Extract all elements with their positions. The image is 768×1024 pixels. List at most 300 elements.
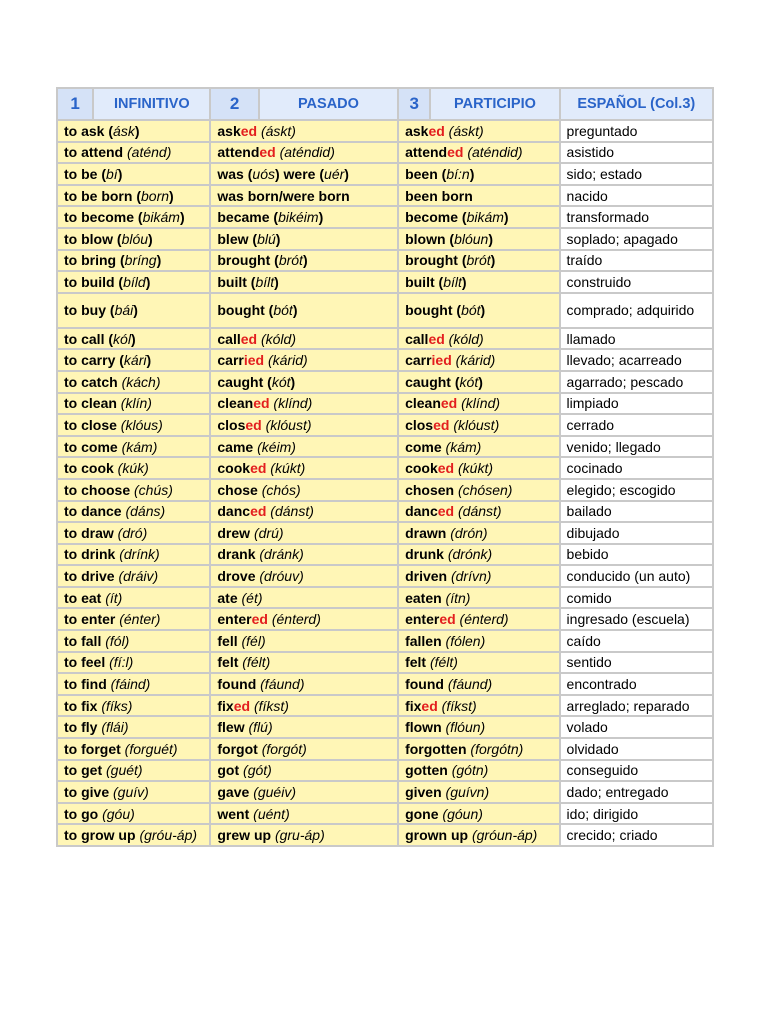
- verb-text: ): [290, 373, 296, 390]
- ending-highlight: ed: [240, 330, 258, 347]
- verb-text: (: [434, 273, 444, 290]
- pronunciation: (góun): [442, 805, 483, 822]
- verb-text: came: [217, 438, 254, 455]
- spanish-cell: sentido: [561, 653, 712, 673]
- pronunciation: kót: [459, 373, 479, 390]
- pronunciation: bílt: [443, 273, 462, 290]
- past-cell: [211, 804, 397, 824]
- pronunciation: (chús): [134, 481, 173, 498]
- ending-highlight: ed: [433, 416, 450, 433]
- past-cell: [211, 350, 397, 370]
- pronunciation: (dánst): [458, 503, 502, 520]
- verb-text: given: [405, 784, 442, 801]
- verb-text: ): [274, 165, 284, 182]
- verb-row: [58, 825, 712, 845]
- pronunciation: (guívn): [445, 784, 490, 801]
- pronunciation: (áskt): [260, 122, 296, 139]
- verb-text: call: [405, 330, 429, 347]
- verb-text: to drive: [64, 568, 115, 585]
- infinitive-cell: [58, 739, 209, 759]
- pronunciation: (félt): [242, 654, 271, 671]
- pronunciation: (klóust): [265, 416, 312, 433]
- pronunciation: (flái): [101, 719, 129, 736]
- col2-number: 2: [211, 89, 257, 119]
- pronunciation: (ét): [241, 589, 263, 606]
- past-cell: [211, 437, 397, 457]
- pronunciation: (drínk): [119, 546, 160, 563]
- pronunciation: (fíkst): [253, 697, 289, 714]
- verb-row: [58, 609, 712, 629]
- infinitive-cell: [58, 545, 209, 565]
- verb-text: to call: [64, 330, 105, 347]
- pronunciation: bikéim: [278, 209, 319, 226]
- ending-highlight: ed: [240, 122, 258, 139]
- spanish-cell: encontrado: [561, 674, 712, 694]
- participio-header: PARTICIPIO: [431, 89, 558, 119]
- pasado-header: PASADO: [260, 89, 397, 119]
- past-cell: [211, 761, 397, 781]
- verb-text: attend: [405, 144, 448, 161]
- verb-row: [58, 294, 712, 327]
- participle-cell: [399, 782, 558, 802]
- verb-row: [58, 545, 712, 565]
- past-cell: [211, 372, 397, 392]
- pronunciation: kári: [123, 352, 147, 369]
- pronunciation: bí:n: [446, 165, 470, 182]
- verb-text: (: [457, 252, 467, 269]
- verb-text: felt: [217, 654, 239, 671]
- verb-text: danc: [405, 503, 438, 520]
- past-cell: [211, 207, 397, 227]
- ending-highlight: ed: [447, 144, 464, 161]
- spanish-cell: traído: [561, 251, 712, 271]
- pronunciation: born: [141, 187, 170, 204]
- participle-cell: [399, 164, 558, 184]
- pronunciation: (flóun): [445, 719, 486, 736]
- verb-text: ask: [217, 122, 241, 139]
- verb-text: forgot: [217, 740, 258, 757]
- infinitive-cell: [58, 717, 209, 737]
- pronunciation: (kám): [121, 438, 158, 455]
- spanish-cell: conducido (un auto): [561, 566, 712, 586]
- verb-text: to buy: [64, 302, 106, 319]
- ending-highlight: ed: [253, 395, 270, 412]
- past-cell: [211, 143, 397, 163]
- pronunciation: (forguét): [124, 740, 178, 757]
- infinitive-cell: [58, 674, 209, 694]
- verb-text: to enter: [64, 611, 116, 628]
- participle-cell: [399, 294, 558, 327]
- past-cell: [211, 394, 397, 414]
- verb-text: to cook: [64, 460, 114, 477]
- pronunciation: (dróuv): [259, 568, 304, 585]
- verb-text: to fall: [64, 632, 102, 649]
- ending-highlight: ed: [439, 611, 456, 628]
- verb-row: [58, 186, 712, 206]
- pronunciation: (chósen): [457, 481, 513, 498]
- pronunciation: (chós): [261, 481, 301, 498]
- verb-text: (: [243, 165, 253, 182]
- infinitive-cell: [58, 372, 209, 392]
- verb-text: gone: [405, 805, 439, 822]
- verb-text: ): [318, 209, 324, 226]
- pronunciation: bríng: [124, 252, 157, 269]
- verb-text: (: [248, 230, 258, 247]
- verb-text: to eat: [64, 589, 102, 606]
- verb-text: to find: [64, 676, 107, 693]
- participle-cell: [399, 825, 558, 845]
- participle-cell: [399, 761, 558, 781]
- verb-text: chosen: [405, 481, 455, 498]
- ending-highlight: ed: [251, 611, 268, 628]
- pronunciation: blóun: [454, 230, 489, 247]
- pronunciation: (uént): [253, 805, 290, 822]
- verb-text: ): [179, 209, 185, 226]
- verb-row: [58, 761, 712, 781]
- pronunciation: (góu): [102, 805, 135, 822]
- pronunciation: uér: [324, 165, 345, 182]
- verb-row: [58, 251, 712, 271]
- verb-text: enter: [217, 611, 252, 628]
- infinitive-cell: [58, 761, 209, 781]
- verb-text: been: [405, 165, 438, 182]
- verb-text: been born: [405, 187, 473, 204]
- verb-text: blown: [405, 230, 446, 247]
- verb-row: [58, 229, 712, 249]
- verb-row: [58, 653, 712, 673]
- verb-text: ): [146, 352, 152, 369]
- pronunciation: (dánst): [270, 503, 314, 520]
- verb-text: bought: [405, 302, 453, 319]
- pronunciation: blóu: [121, 230, 149, 247]
- pronunciation: (kárid): [267, 352, 308, 369]
- verb-text: ate: [217, 589, 238, 606]
- participle-cell: [399, 653, 558, 673]
- verb-text: gotten: [405, 762, 448, 779]
- pronunciation: bíld: [123, 273, 146, 290]
- pronunciation: (aténd): [127, 144, 172, 161]
- verb-text: built: [217, 273, 247, 290]
- spanish-cell: nacido: [561, 186, 712, 206]
- spanish-cell: elegido; escogido: [561, 480, 712, 500]
- pronunciation: bikám: [466, 209, 504, 226]
- past-cell: [211, 717, 397, 737]
- spanish-cell: asistido: [561, 143, 712, 163]
- pronunciation: (gótn): [451, 762, 489, 779]
- participle-cell: [399, 143, 558, 163]
- participle-cell: [399, 674, 558, 694]
- participle-cell: [399, 458, 558, 478]
- spanish-cell: cerrado: [561, 415, 712, 435]
- pronunciation: (ítn): [445, 589, 471, 606]
- infinitive-cell: [58, 609, 209, 629]
- participle-cell: [399, 272, 558, 292]
- participle-cell: [399, 523, 558, 543]
- verb-text: to forget: [64, 740, 121, 757]
- verb-text: (: [134, 209, 143, 226]
- participle-cell: [399, 588, 558, 608]
- participle-cell: [399, 609, 558, 629]
- pronunciation: (klínd): [273, 395, 313, 412]
- verb-text: ): [503, 209, 509, 226]
- past-cell: [211, 272, 397, 292]
- past-cell: [211, 523, 397, 543]
- pronunciation: (drón): [450, 524, 488, 541]
- pronunciation: (klóust): [453, 416, 500, 433]
- verb-text: brought: [405, 252, 458, 269]
- verb-text: ): [488, 230, 494, 247]
- spanish-cell: conseguido: [561, 761, 712, 781]
- ending-highlight: ed: [437, 460, 455, 477]
- verb-text: got: [217, 762, 240, 779]
- infinitivo-header: INFINITIVO: [94, 89, 209, 119]
- participle-cell: [399, 121, 558, 141]
- pronunciation: (dró): [117, 524, 148, 541]
- verb-text: found: [217, 676, 257, 693]
- verb-text: (: [106, 302, 115, 319]
- pronunciation: (fíkst): [441, 697, 477, 714]
- participle-cell: [399, 717, 558, 737]
- participle-cell: [399, 437, 558, 457]
- spanish-cell: comprado; adquirido: [561, 294, 712, 327]
- verb-text: to go: [64, 805, 99, 822]
- verb-text: (: [269, 209, 279, 226]
- past-cell: [211, 164, 397, 184]
- pronunciation: (klín): [120, 395, 152, 412]
- ending-highlight: ed: [421, 697, 438, 714]
- pronunciation: (fáind): [110, 676, 151, 693]
- pronunciation: (kúk): [117, 460, 149, 477]
- past-cell: [211, 631, 397, 651]
- participle-cell: [399, 186, 558, 206]
- verb-text: caught: [217, 373, 264, 390]
- verb-text: to attend: [64, 144, 124, 161]
- col3-number: 3: [399, 89, 429, 119]
- pronunciation: bikám: [142, 209, 180, 226]
- verb-text: (: [445, 230, 455, 247]
- past-cell: [211, 739, 397, 759]
- pronunciation: (drónk): [447, 546, 493, 563]
- verb-text: (: [246, 273, 256, 290]
- participle-cell: [399, 804, 558, 824]
- participle-cell: [399, 394, 558, 414]
- pronunciation: kól: [113, 330, 131, 347]
- participle-cell: [399, 739, 558, 759]
- spanish-cell: bebido: [561, 545, 712, 565]
- verb-text: (: [116, 252, 125, 269]
- verb-text: ): [292, 302, 298, 319]
- verb-text: ): [344, 165, 349, 182]
- pronunciation: (énterd): [271, 611, 321, 628]
- spanish-cell: llevado; acarreado: [561, 350, 712, 370]
- spanish-cell: dibujado: [561, 523, 712, 543]
- verb-row: [58, 458, 712, 478]
- verb-text: to be: [64, 165, 98, 182]
- verb-text: fix: [405, 697, 422, 714]
- verb-row: [58, 437, 712, 457]
- verb-text: (: [437, 165, 447, 182]
- verb-text: to give: [64, 784, 110, 801]
- verb-text: attend: [217, 144, 260, 161]
- verb-text: carr: [405, 352, 432, 369]
- spanish-cell: crecido; criado: [561, 825, 712, 845]
- participle-cell: [399, 372, 558, 392]
- ending-highlight: ied: [431, 352, 452, 369]
- spanish-cell: sido; estado: [561, 164, 712, 184]
- pronunciation: (fól): [105, 632, 130, 649]
- verb-text: gave: [217, 784, 250, 801]
- spanish-cell: caído: [561, 631, 712, 651]
- ending-highlight: ed: [437, 503, 455, 520]
- infinitive-cell: [58, 458, 209, 478]
- verb-text: (: [315, 165, 325, 182]
- verb-text: (: [104, 122, 114, 139]
- verb-row: [58, 350, 712, 370]
- past-cell: [211, 415, 397, 435]
- verb-text: blew: [217, 230, 249, 247]
- verb-row: [58, 566, 712, 586]
- verb-text: found: [405, 676, 444, 693]
- pronunciation: (forgót): [261, 740, 307, 757]
- verb-text: fell: [217, 632, 238, 649]
- infinitive-cell: [58, 415, 209, 435]
- pronunciation: (áskt): [448, 122, 484, 139]
- verb-text: flew: [217, 719, 245, 736]
- verb-text: ): [148, 230, 153, 247]
- verb-text: felt: [405, 654, 427, 671]
- verb-row: [58, 164, 712, 184]
- verb-text: were: [283, 165, 316, 182]
- spanish-cell: llamado: [561, 329, 712, 349]
- pronunciation: (klóus): [120, 416, 163, 433]
- verb-text: to bring: [64, 252, 117, 269]
- participle-cell: [399, 480, 558, 500]
- verb-row: [58, 121, 712, 141]
- infinitive-cell: [58, 294, 209, 327]
- verb-text: to catch: [64, 373, 118, 390]
- ending-highlight: ied: [243, 352, 265, 369]
- past-cell: [211, 674, 397, 694]
- past-cell: [211, 782, 397, 802]
- spanish-cell: transformado: [561, 207, 712, 227]
- verb-text: clean: [405, 395, 441, 412]
- infinitive-cell: [58, 631, 209, 651]
- verb-text: cook: [217, 460, 251, 477]
- verb-text: driven: [405, 568, 448, 585]
- ending-highlight: ed: [233, 697, 251, 714]
- verb-text: (: [132, 187, 141, 204]
- verb-text: drew: [217, 524, 251, 541]
- verb-text: was born/were born: [217, 187, 350, 204]
- participle-cell: [399, 566, 558, 586]
- pronunciation: (aténdid): [279, 144, 335, 161]
- pronunciation: (fáund): [447, 676, 493, 693]
- verb-text: to fix: [64, 697, 98, 714]
- infinitive-cell: [58, 588, 209, 608]
- infinitive-cell: [58, 825, 209, 845]
- infinitive-cell: [58, 164, 209, 184]
- verb-text: ): [478, 373, 483, 390]
- infinitive-cell: [58, 272, 209, 292]
- pronunciation: (gru-áp): [274, 827, 325, 844]
- verb-text: forgotten: [405, 740, 467, 757]
- verb-text: fix: [217, 697, 234, 714]
- pronunciation: bílt: [255, 273, 275, 290]
- past-cell: [211, 588, 397, 608]
- col1-number: 1: [58, 89, 92, 119]
- pronunciation: bái: [114, 302, 134, 319]
- spanish-cell: agarrado; pescado: [561, 372, 712, 392]
- verb-text: drove: [217, 568, 256, 585]
- verb-text: enter: [405, 611, 440, 628]
- pronunciation: (gót): [243, 762, 272, 779]
- verb-row: [58, 480, 712, 500]
- verb-row: [58, 588, 712, 608]
- past-cell: [211, 825, 397, 845]
- spanish-cell: preguntado: [561, 121, 712, 141]
- pronunciation: (dránk): [259, 546, 304, 563]
- verb-text: ): [461, 273, 467, 290]
- participle-cell: [399, 329, 558, 349]
- pronunciation: (kúkt): [270, 460, 306, 477]
- pronunciation: (gróun-áp): [471, 827, 538, 844]
- infinitive-cell: [58, 350, 209, 370]
- verb-text: (: [452, 302, 462, 319]
- spanish-cell: volado: [561, 717, 712, 737]
- spanish-cell: ingresado (escuela): [561, 609, 712, 629]
- verb-text: flown: [405, 719, 442, 736]
- past-cell: [211, 609, 397, 629]
- verb-text: ): [134, 122, 140, 139]
- verb-text: ): [156, 252, 162, 269]
- ending-highlight: ed: [259, 144, 276, 161]
- verb-text: went: [217, 805, 250, 822]
- verb-text: come: [405, 438, 442, 455]
- spanish-cell: comido: [561, 588, 712, 608]
- verb-text: (: [264, 302, 274, 319]
- verb-text: ): [117, 165, 123, 182]
- pronunciation: (guét): [106, 762, 143, 779]
- pronunciation: (klínd): [461, 395, 501, 412]
- pronunciation: (gróu-áp): [139, 827, 198, 844]
- spanish-cell: olvidado: [561, 739, 712, 759]
- verb-text: ): [469, 165, 475, 182]
- ending-highlight: ed: [250, 503, 267, 520]
- participle-cell: [399, 502, 558, 522]
- pronunciation: (drú): [253, 524, 284, 541]
- verb-row: [58, 631, 712, 651]
- verb-text: to carry: [64, 352, 116, 369]
- pronunciation: (fí:l): [109, 654, 134, 671]
- verb-text: ): [145, 273, 151, 290]
- verb-row: [58, 696, 712, 716]
- verb-text: danc: [217, 503, 251, 520]
- infinitive-cell: [58, 653, 209, 673]
- verb-text: (: [114, 273, 124, 290]
- ending-highlight: ed: [428, 122, 445, 139]
- infinitive-cell: [58, 480, 209, 500]
- verb-text: to draw: [64, 524, 114, 541]
- verb-text: built: [405, 273, 435, 290]
- pronunciation: kót: [271, 373, 291, 390]
- verb-text: to drink: [64, 546, 116, 563]
- pronunciation: brót: [466, 252, 491, 269]
- pronunciation: bót: [273, 302, 293, 319]
- infinitive-cell: [58, 696, 209, 716]
- verb-text: (: [97, 165, 107, 182]
- verb-text: to blow: [64, 230, 113, 247]
- past-cell: [211, 545, 397, 565]
